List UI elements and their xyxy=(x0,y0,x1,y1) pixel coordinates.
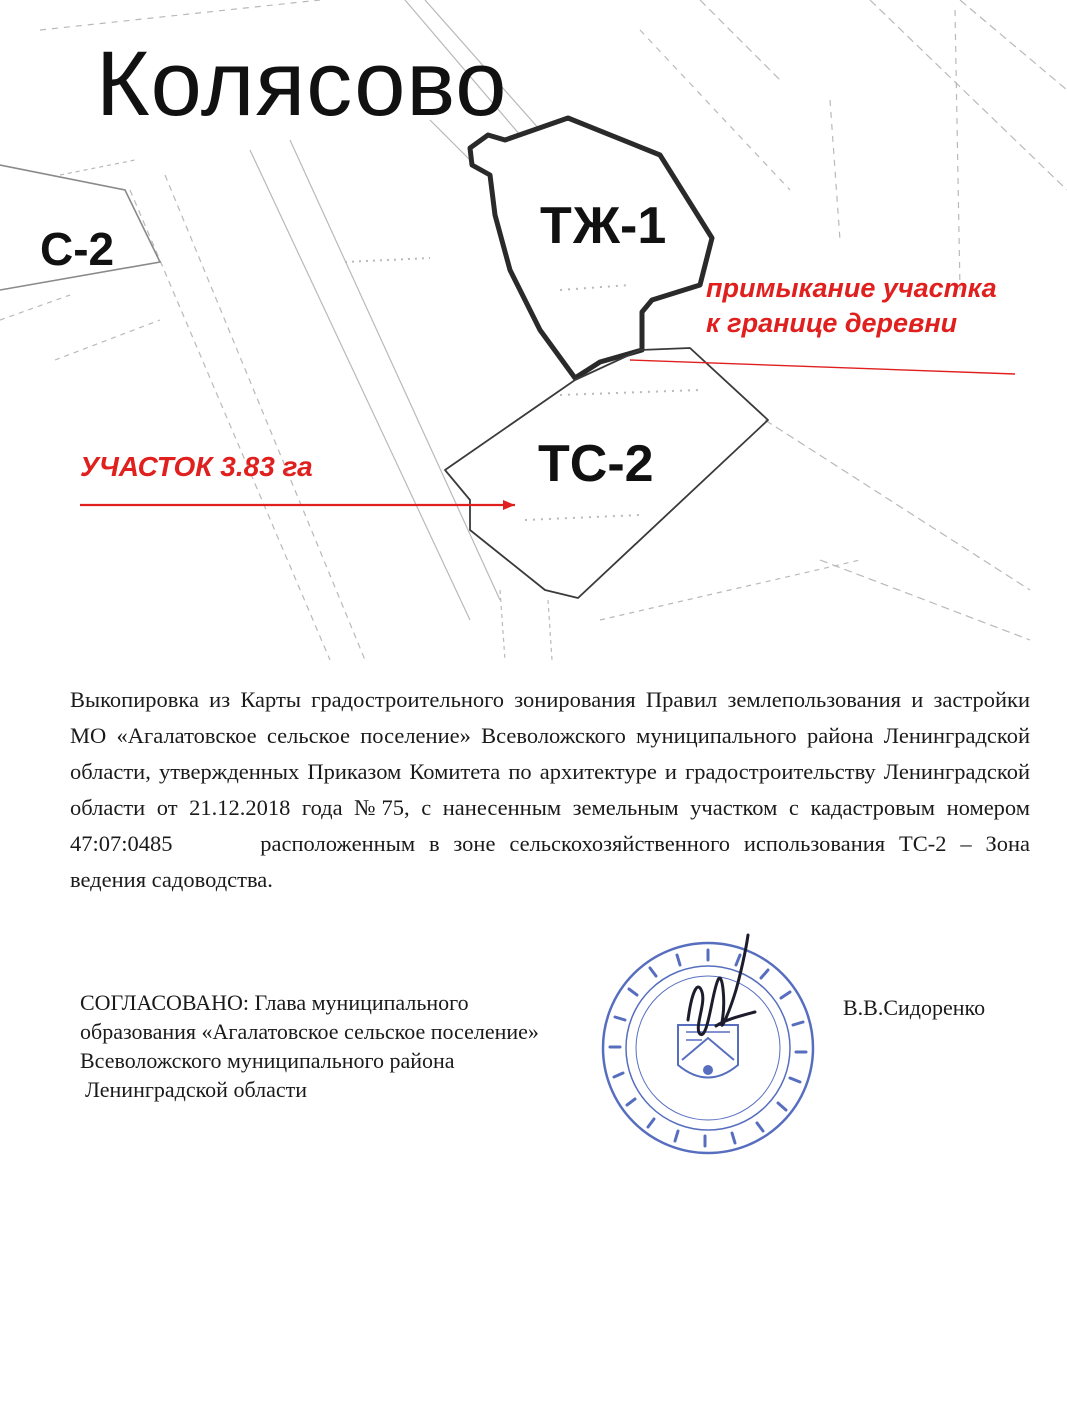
approval-line2: образования «Агалатовское сельское поселение» xyxy=(80,1019,539,1044)
plot-arrow-head xyxy=(503,500,515,510)
approval-block xyxy=(80,988,539,1104)
annotation-adjoin xyxy=(706,271,997,341)
excerpt-description xyxy=(70,682,1030,898)
seal-emblem xyxy=(678,1025,738,1078)
excerpt-text-part2: расположенным в зоне сельскохозяйственного использования ТС-2 – Зона ведения садоводства. xyxy=(70,831,1031,892)
zone-label-ts2: ТС-2 xyxy=(538,435,654,493)
official-seal xyxy=(590,930,830,1170)
signer-name: В.В.Сидоренко xyxy=(843,995,986,1020)
approval-line4: Ленинградской области xyxy=(85,1077,307,1102)
village-name: Колясово xyxy=(96,33,508,135)
zone-label-tzh1: ТЖ-1 xyxy=(540,197,667,255)
approval-line3: Всеволожского муниципального района xyxy=(80,1048,455,1073)
annotation-adjoin-line2: к границе деревни xyxy=(706,308,958,339)
adjoin-arrow-line xyxy=(630,360,1015,374)
zone-label-ts2-cut: С-2 xyxy=(40,223,115,275)
annotation-adjoin-line1: примыкание участка xyxy=(706,273,997,303)
excerpt-text-part1: Выкопировка из Карты градостроительного зонирования Правил землепользования и застройки МО «Агалатовское сельское поселение» Всеволожского муниципального района Ленинградской области, утвержденных Приказом Комитета по архитектуре и градостроительству Ленинградской области от 21.12.2018 года №75, с нанесенным земельным участком с кадастровым номером 47:07:0485 xyxy=(70,687,1030,856)
approval-line1: СОГЛАСОВАНО: Глава муниципального xyxy=(80,990,469,1015)
annotation-plot: УЧАСТОК 3.83 га xyxy=(80,451,313,482)
handwritten-signature xyxy=(688,935,755,1035)
